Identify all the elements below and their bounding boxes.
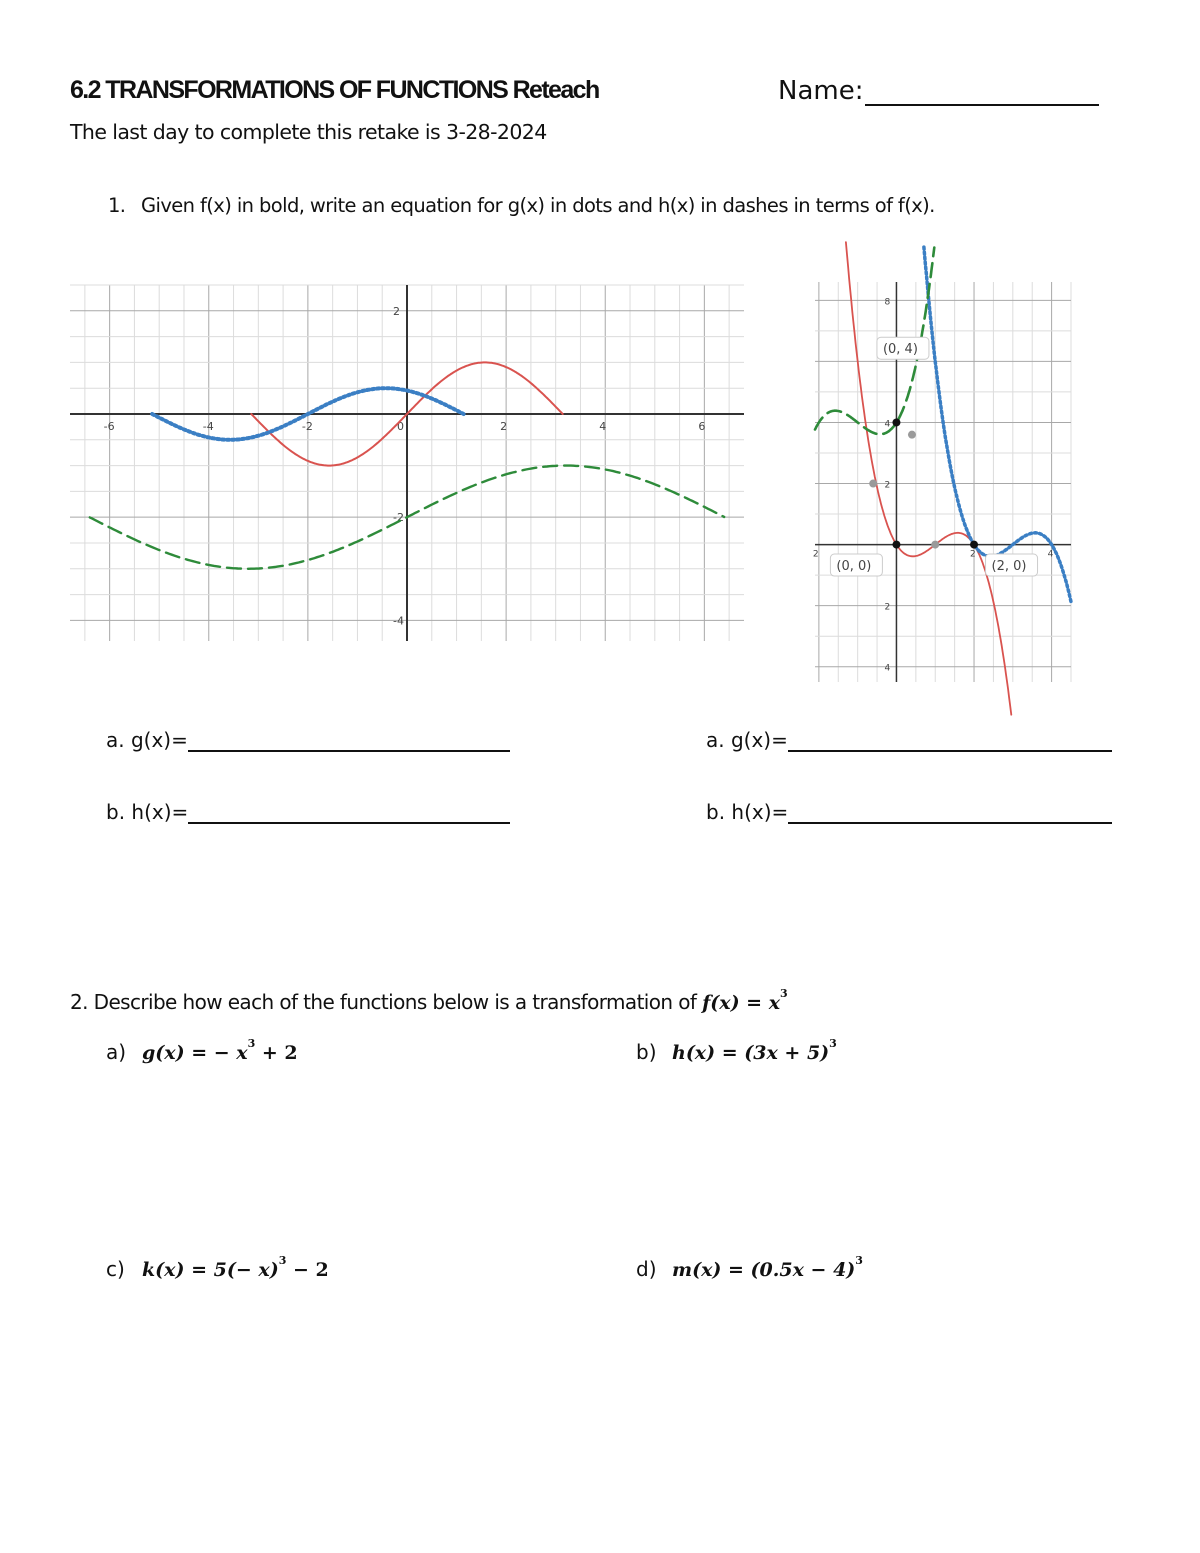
base-function-exponent: 3 <box>780 987 788 1000</box>
x-tick-label: -2 <box>301 419 313 433</box>
item-b-exponent: 3 <box>829 1037 837 1050</box>
key-point <box>970 541 978 549</box>
item-a-label: a) <box>106 1040 127 1064</box>
item-a <box>106 1037 298 1064</box>
x-tick-label: 2 <box>812 549 819 560</box>
item-c <box>106 1254 329 1281</box>
left-answer-h-blank[interactable] <box>188 802 510 824</box>
y-tick-label: 2 <box>884 602 891 613</box>
question-1 <box>108 194 935 217</box>
right-answer-h-label: b. h(x)= <box>706 800 789 824</box>
deadline-text: The last day to complete this retake is 3-28-2024 <box>70 120 547 144</box>
item-d <box>636 1254 863 1281</box>
key-point <box>869 480 877 488</box>
y-tick-label: 2 <box>884 480 891 491</box>
point-label: (2, 0) <box>991 559 1027 575</box>
right-answer-g-blank[interactable] <box>788 730 1112 752</box>
key-point <box>931 541 939 549</box>
left-answer-h-label: b. h(x)= <box>106 800 189 824</box>
right-answer-g[interactable] <box>706 728 1112 752</box>
y-tick-label: 4 <box>884 663 891 674</box>
worksheet-title: 6.2 TRANSFORMATIONS OF FUNCTIONS Reteach <box>70 76 599 104</box>
y-tick-label: 4 <box>884 419 891 430</box>
right-answer-h[interactable] <box>706 800 1112 824</box>
point-label: (0, 0) <box>836 559 872 575</box>
y-tick-label: -2 <box>393 511 404 525</box>
key-point <box>892 418 900 426</box>
item-b-label: b) <box>636 1040 657 1064</box>
question-1-text: Given f(x) in bold, write an equation for g(x) in dots and h(x) in dashes in terms of f(x). <box>141 194 935 217</box>
base-function: f(x) = x <box>702 992 781 1014</box>
question-1-number: 1. <box>108 194 126 217</box>
left-answer-g-blank[interactable] <box>188 730 510 752</box>
item-d-exponent: 3 <box>855 1254 863 1267</box>
right-answer-g-label: a. g(x)= <box>706 728 788 752</box>
item-c-label: c) <box>106 1257 125 1281</box>
x-tick-label: -6 <box>103 419 115 433</box>
name-field[interactable] <box>778 76 1099 106</box>
question-2 <box>70 987 788 1014</box>
item-b-expr: h(x) = (3x + 5) <box>672 1042 830 1064</box>
item-d-expr: m(x) = (0.5x − 4) <box>672 1259 856 1281</box>
point-label: (0, 4) <box>882 342 918 358</box>
y-tick-label: 8 <box>884 297 891 308</box>
x-tick-label: 6 <box>698 419 706 433</box>
question-2-text: 2. Describe how each of the functions below is a transformation of <box>70 990 697 1014</box>
x-tick-label: 2 <box>970 549 976 560</box>
item-c-expr: k(x) = 5(− x) <box>142 1259 279 1281</box>
item-a-expr-tail: + 2 <box>255 1042 298 1064</box>
key-point <box>908 431 916 439</box>
left-answer-g-label: a. g(x)= <box>106 728 188 752</box>
item-a-exponent: 3 <box>247 1037 256 1050</box>
graph-left <box>70 285 744 641</box>
x-tick-label: 4 <box>599 419 607 433</box>
item-c-exponent: 3 <box>278 1254 287 1267</box>
y-tick-label: 2 <box>393 304 400 318</box>
name-label: Name: <box>778 76 864 106</box>
x-tick-label: 2 <box>500 419 508 433</box>
item-d-label: d) <box>636 1257 657 1281</box>
name-blank[interactable] <box>865 78 1099 106</box>
left-answer-g[interactable] <box>106 728 510 752</box>
y-tick-label: -4 <box>393 614 404 628</box>
x-tick-label: 0 <box>397 419 404 433</box>
x-tick-label: 4 <box>1047 549 1054 560</box>
key-point <box>892 541 900 549</box>
item-b <box>636 1037 837 1064</box>
right-answer-h-blank[interactable] <box>788 802 1112 824</box>
graph-right <box>812 282 1071 682</box>
left-answer-h[interactable] <box>106 800 510 824</box>
x-tick-label: -4 <box>202 419 214 433</box>
item-a-expr: g(x) = − x <box>142 1042 248 1064</box>
item-c-expr-tail: − 2 <box>286 1259 329 1281</box>
